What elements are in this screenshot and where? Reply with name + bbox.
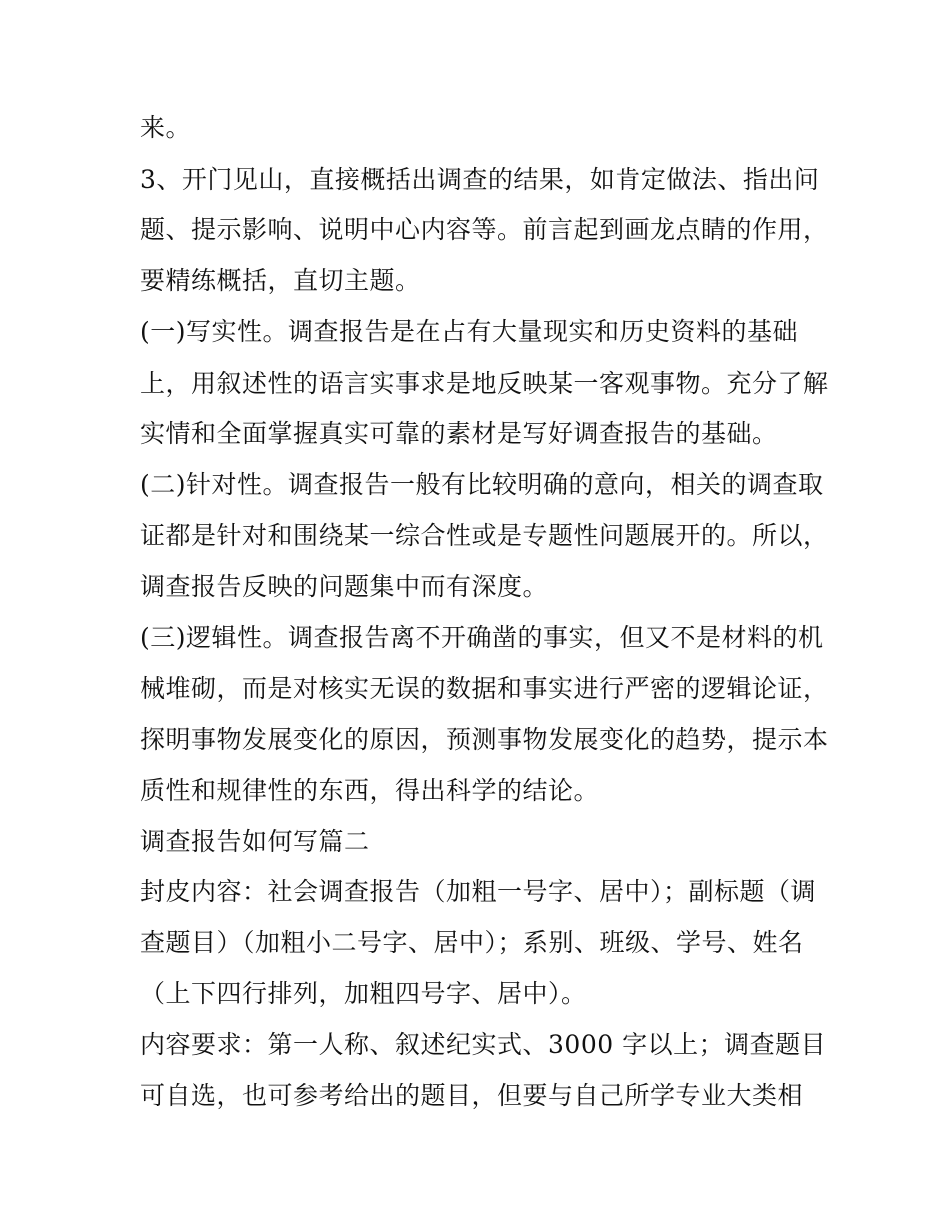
text-line: 内容要求：第一人称、叙述纪实式、3000 字以上；调查题目 — [140, 1030, 827, 1059]
text-line: 探明事物发展变化的原因，预测事物发展变化的趋势，提示本 — [140, 725, 829, 754]
text-line: (一)写实性。调查报告是在占有大量现实和历史资料的基础 — [140, 317, 799, 346]
text-line: 质性和规律性的东西，得出科学的结论。 — [140, 776, 600, 805]
text-line: 证都是针对和围绕某一综合性或是专题性问题展开的。所以， — [140, 521, 829, 550]
text-line: 可自选，也可参考给出的题目，但要与自己所学专业大类相 — [140, 1081, 804, 1110]
text-line: (三)逻辑性。调查报告离不开确凿的事实，但又不是材料的机 — [140, 623, 824, 652]
text-line: 3、开门见山，直接概括出调查的结果，如肯定做法、指出问 — [140, 165, 820, 194]
text-line: 上，用叙述性的语言实事求是地反映某一客观事物。充分了解 — [140, 369, 829, 398]
text-line: (二)针对性。调查报告一般有比较明确的意向，相关的调查取 — [140, 470, 824, 499]
text-line: 要精练概括，直切主题。 — [140, 266, 421, 295]
text-line: 封皮内容：社会调查报告（加粗一号字、居中）；副标题（调 — [140, 877, 817, 906]
text-line: 调查报告反映的问题集中而有深度。 — [140, 572, 549, 601]
text-line: 题、提示影响、说明中心内容等。前言起到画龙点睛的作用， — [140, 215, 829, 244]
text-line: 械堆砌，而是对核实无误的数据和事实进行严密的逻辑论证， — [140, 674, 829, 703]
text-line: 实情和全面掌握真实可靠的素材是写好调查报告的基础。 — [140, 419, 778, 448]
text-line: 查题目）（加粗小二号字、居中）；系别、班级、学号、姓名 — [140, 928, 804, 957]
text-line: 来。 — [140, 113, 192, 142]
section-heading: 调查报告如何写篇二 — [140, 827, 370, 856]
text-line: （上下四行排列，加粗四号字、居中）。 — [140, 979, 587, 1008]
